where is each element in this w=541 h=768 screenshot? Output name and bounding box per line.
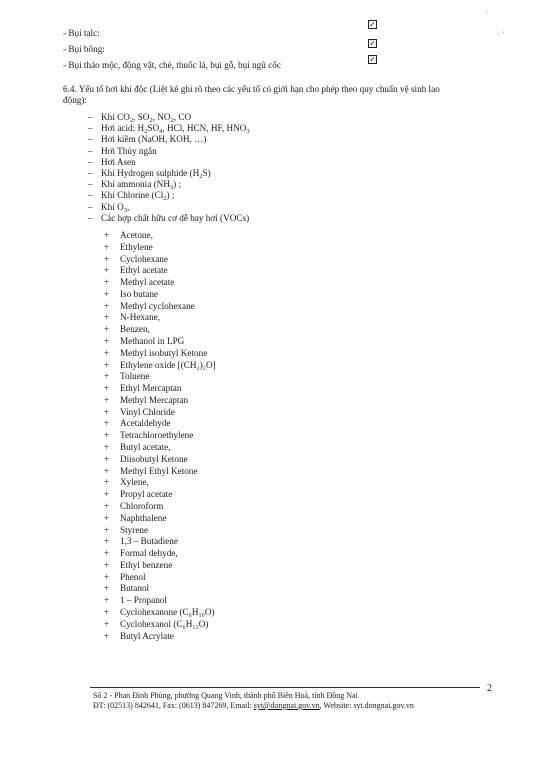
voc-item: Xylene, — [120, 477, 149, 488]
voc-item: Cyclohexanol (C₆H₁₂O) — [120, 618, 209, 629]
checkmark-icon: ✓ — [369, 20, 376, 29]
plus-bullet: + — [104, 265, 110, 276]
gas-text: , HCl, HCN, HF, HNO — [162, 123, 247, 134]
gas-item — [101, 179, 181, 190]
plus-bullet: + — [104, 571, 110, 582]
plus-bullet: + — [104, 606, 110, 617]
gas-text: Khí O — [101, 201, 124, 212]
gas-text: ) ; — [166, 190, 175, 201]
plus-bullet: + — [104, 583, 110, 594]
gas-text: , NO — [152, 112, 171, 122]
subscript: 2 — [170, 117, 174, 124]
voc-item: Tetrachloroethylene — [120, 430, 194, 441]
plus-bullet: + — [104, 394, 110, 405]
gas-item — [101, 134, 206, 145]
plus-bullet: + — [104, 500, 110, 511]
dash-bullet: – — [88, 168, 93, 178]
gas-item — [101, 112, 191, 123]
voc-item: Phenol — [120, 571, 146, 582]
gas-text: Khí Chlorine (Cl — [101, 190, 164, 201]
plus-bullet: + — [104, 477, 110, 488]
plus-bullet: + — [104, 359, 110, 370]
plus-bullet: + — [104, 383, 110, 394]
dash-bullet: – — [88, 112, 93, 122]
gas-text: , SO — [133, 112, 150, 122]
plus-bullet: + — [104, 536, 110, 547]
plus-bullet: + — [104, 512, 110, 523]
subscript: 2 — [199, 173, 203, 180]
gas-item — [101, 123, 250, 134]
gas-text: Hơi Thủy ngân — [101, 145, 157, 156]
voc-item: Methanol in LPG — [120, 336, 185, 347]
gas-text: Hơi kiềm (NaOH, KOH, …) — [101, 134, 207, 145]
voc-item: Formal dehyde, — [120, 548, 178, 559]
footer-website: , Website: syt.dongnai.gov.vn — [319, 701, 414, 710]
plus-bullet: + — [104, 465, 110, 476]
footer-address: Số 2 - Phan Đình Phùng, phường Quang Vinh, thành phố Biên Hoà, tỉnh Đồng Nai — [93, 691, 358, 700]
plus-bullet: + — [104, 418, 110, 429]
section-heading-cont: động): — [63, 95, 87, 105]
voc-item: 1 – Propanol — [120, 595, 167, 606]
gas-text: Hơi Asen — [101, 156, 136, 167]
voc-item: Methyl acetate — [120, 277, 175, 288]
plus-bullet: + — [104, 442, 110, 453]
dash-bullet: – — [88, 201, 93, 212]
dash-bullet: – — [88, 179, 93, 190]
plus-bullet: + — [104, 524, 110, 535]
voc-item: Diisobutyl Ketone — [120, 453, 188, 464]
gas-text: ) ; — [173, 179, 182, 190]
voc-item: Methyl Ethyl Ketone — [120, 465, 198, 476]
plus-bullet: + — [104, 406, 110, 417]
section-heading: 6.4. Yếu tố hơi khí độc (Liệt kê ghi rõ theo các yếu tố có giới hạn cho phép theo quy chuẩn vệ sinh lao — [63, 84, 440, 94]
voc-item: Ethyl acetate — [120, 265, 168, 276]
voc-item: Ethylene oxide [(CH₂)₂O] — [120, 359, 216, 370]
voc-item: Ethyl Mercaptan — [120, 383, 182, 394]
dash-bullet: – — [88, 212, 93, 223]
plus-bullet: + — [104, 430, 110, 441]
subscript: 2 — [163, 195, 167, 203]
gas-text: S) — [202, 168, 211, 178]
checkbox[interactable] — [368, 20, 377, 29]
voc-item: Butanol — [120, 583, 150, 594]
subscript: 3 — [169, 184, 174, 192]
voc-item: Propyl acetate — [120, 489, 173, 500]
voc-item: Chloroform — [120, 500, 164, 511]
dust-item-label: - Bụi thảo mộc, động vật, chè, thuốc lá, bụi gỗ, bụi ngũ cốc — [63, 60, 281, 70]
voc-item: Methyl cyclohexane — [120, 300, 195, 311]
voc-item: Cyclohexane — [120, 253, 168, 264]
voc-item: Acetone, — [120, 230, 153, 240]
gas-item — [101, 168, 211, 179]
plus-bullet: + — [104, 241, 110, 252]
plus-bullet: + — [104, 347, 110, 358]
plus-bullet: + — [104, 618, 110, 629]
plus-bullet: + — [104, 548, 110, 559]
subscript: 3 — [246, 128, 250, 136]
subscript: 3 — [123, 206, 127, 214]
footer-divider — [90, 687, 480, 688]
voc-item: Butyl acetate, — [120, 442, 171, 453]
checkbox[interactable] — [368, 39, 377, 48]
gas-text: Khí Hydrogen sulphide (H — [101, 168, 200, 178]
gas-text: Hơi acid: H — [101, 123, 145, 134]
dust-item-label: - Bụi talc: — [63, 28, 100, 38]
voc-item: Methyl Mercaptan — [120, 394, 189, 405]
voc-item: Butyl Acrylate — [120, 630, 174, 641]
plus-bullet: + — [104, 312, 110, 323]
gas-item — [101, 190, 174, 201]
plus-bullet: + — [104, 453, 110, 464]
gas-item — [101, 213, 249, 224]
plus-bullet: + — [104, 324, 110, 335]
page-number: 2 — [487, 683, 492, 694]
voc-item: Cyclohexanone (C₆H₁₀O) — [120, 606, 215, 617]
gas-text: Khí ammonia (NH — [101, 179, 170, 190]
dash-bullet: – — [88, 190, 93, 201]
voc-item: Naphthalene — [120, 512, 167, 523]
gas-text: , CO — [173, 112, 192, 122]
gas-text: Khí CO — [101, 112, 130, 122]
plus-bullet: + — [104, 277, 110, 288]
voc-item: Acetaldehyde — [120, 418, 171, 429]
plus-bullet: + — [104, 489, 110, 500]
gas-item — [101, 202, 129, 213]
dash-bullet: – — [88, 134, 93, 145]
subscript: 2 — [129, 117, 134, 124]
voc-item: Toluene — [120, 371, 150, 382]
dash-bullet: – — [88, 145, 93, 156]
gas-text: , — [126, 201, 130, 212]
voc-item: N-Hexane, — [120, 312, 161, 323]
gas-item — [101, 157, 136, 168]
dust-item-label: - Bụi bông: — [63, 44, 105, 54]
checkmark-icon: ✓ — [369, 55, 376, 64]
plus-bullet: + — [104, 336, 110, 347]
dash-bullet: – — [88, 123, 93, 134]
footer-phone-fax: ĐT: (02513) 842641, Fax: (0613) 847269, Email: — [93, 701, 254, 710]
footer-contact — [93, 701, 414, 710]
voc-item: Benzen, — [120, 324, 150, 335]
checkmark-icon: ✓ — [369, 39, 376, 48]
plus-bullet: + — [104, 630, 110, 641]
voc-item: Vinyl Chloride — [120, 406, 175, 417]
voc-item: 1,3 – Butadiene — [120, 536, 178, 547]
plus-bullet: + — [104, 230, 110, 240]
gas-item — [101, 146, 157, 157]
subscript: 4 — [159, 128, 163, 136]
voc-item: Iso butane — [120, 288, 159, 299]
subscript: 2 — [149, 117, 153, 124]
scan-specks: ' — [486, 10, 488, 19]
dash-bullet: – — [88, 156, 93, 167]
gas-text: Các hợp chất hữu cơ dễ bay hơi (VOCs) — [101, 212, 250, 223]
voc-item: Ethyl benzene — [120, 559, 173, 570]
voc-item: Styrene — [120, 524, 149, 535]
checkbox[interactable] — [368, 55, 377, 64]
plus-bullet: + — [104, 559, 110, 570]
plus-bullet: + — [104, 595, 110, 606]
plus-bullet: + — [104, 253, 110, 264]
plus-bullet: + — [104, 300, 110, 311]
subscript: 2 — [144, 128, 148, 136]
scan-specks-2: · ʼ — [497, 30, 505, 39]
gas-text: SO — [147, 123, 160, 134]
footer-email-link[interactable]: syt@dongnai.gov.vn — [253, 701, 320, 710]
voc-item: Methyl isobutyl Ketone — [120, 347, 208, 358]
plus-bullet: + — [104, 371, 110, 382]
plus-bullet: + — [104, 288, 110, 299]
voc-item: Ethylene — [120, 241, 153, 252]
